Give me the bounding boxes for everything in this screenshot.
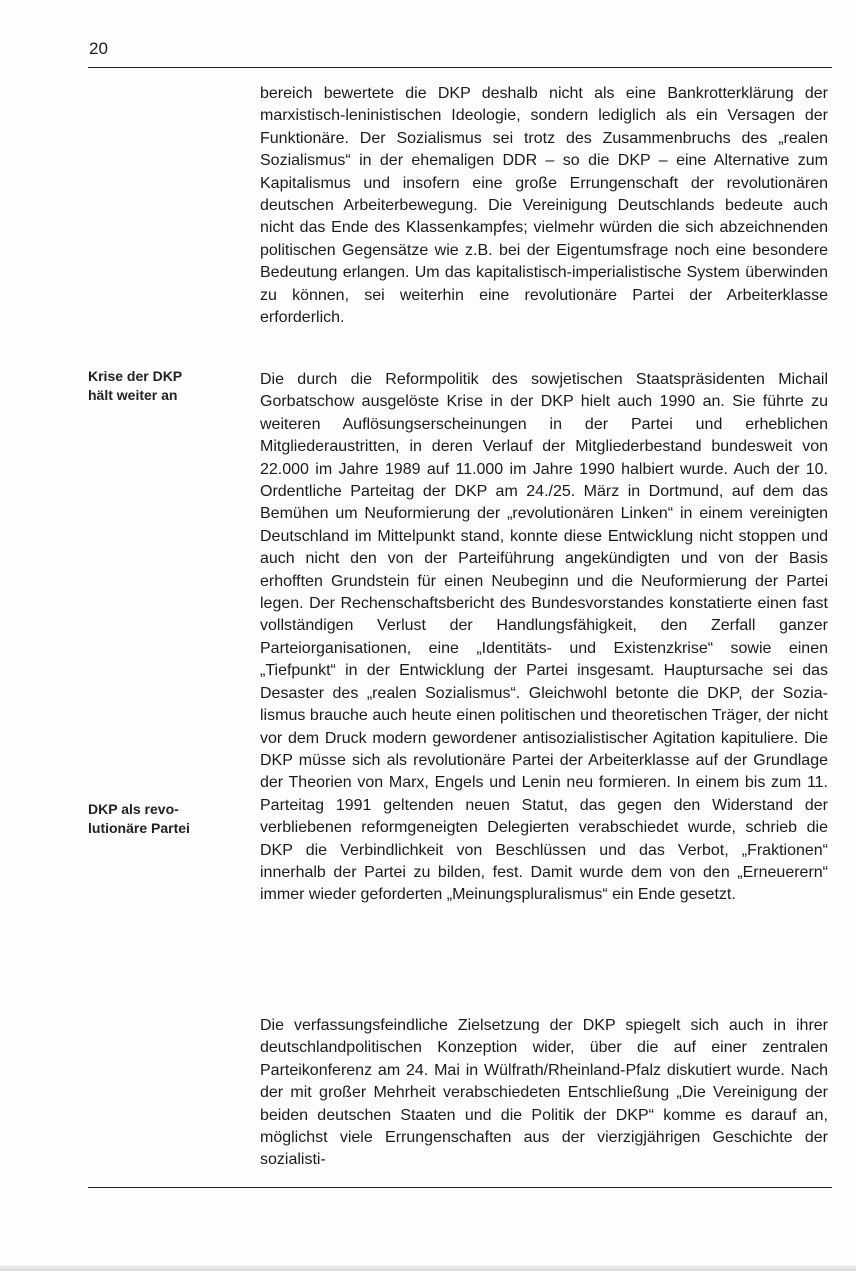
- body-text: [260, 1015, 828, 1172]
- sidenote-line: Krise der DKP: [88, 368, 183, 384]
- sidenote-revolutionaer: [88, 800, 238, 838]
- paragraph: Die durch die Reformpolitik des sowjetischen Staatspräsidenten Michail Gorbatschow ausgelöste Krise in der DKP hielt auch 1990 an. Sie führte zu weiteren Auflösungserscheinungen in der Partei und erheblichen Mitgliederaustritten, in deren Verlauf der Mitgliederbestand bundesweit von 22.000 im Jahre 1989 auf 11.000 im Jahre 1990 halbiert wurde. Auch der 10. Ordentliche Parteitag der DKP am 24./25. März in Dortmund, auf dem das Bemühen um Neuformierung der „revolutionären Linken“ in einem vereinigten Deutschland im Mittelpunkt stand, konnte diese Entwicklung nicht stoppen und auch nicht den von der Parteiführung angekündigten und von der Basis erhofften Grundstein für einen Neubeginn und die Neuformierung der Partei legen. Der Rechenschaftsbericht des Bundesvorstandes konstatierte einen fast vollständigen Verlust der Handlungsfähigkeit, den Zerfall ganzer Parteiorganisationen, eine „Identitäts- und Existenzkrise“ sowie einen „Tiefpunkt“ in der Entwicklung der Partei insgesamt. Hauptursache sei das Desaster des „realen Sozialismus“. Gleichwohl betonte die DKP, der Sozialismus brauche auch heute einen politischen und theoretischen Träger, der nicht vor dem Druck modern gewordener antisozialistischer Agitation kapituliere. Die DKP müsse sich als revolutionäre Partei der Arbeiterklasse auf der Grundlage der Theorien von Marx, Engels und Lenin neu formieren. In einem bis zum 11. Parteitag 1991 geltenden neuen Statut, das gegen den Widerstand der verbliebenen reformgeneigten Delegierten verabschiedet wurde, schrieb die DKP die Verbindlichkeit von Beschlüssen und das Verbot, „Fraktionen“ innerhalb der Partei zu bilden, fest. Damit wurde dem von den „Erneuerern“ immer wieder geforderten „Meinungspluralismus“ ein Ende gesetzt.: [260, 371, 828, 904]
- body-text: [260, 83, 828, 329]
- sidenote-line: lutionäre Partei: [88, 820, 190, 836]
- footer-rule: [88, 1187, 832, 1188]
- page-number: 20: [89, 39, 108, 58]
- paragraph: Die verfassungsfeindliche Zielsetzung der DKP spiegelt sich auch in ihrer deutschlandpolitischen Konzeption wider, über die auf einer zentralen Parteikonferenz am 24. Mai in Wülfrath/Rheinland-Pfalz diskutiert wurde. Nach der mit großer Mehrheit verabschiedeten Entschließung „Die Vereinigung der beiden deutschen Staaten und die Politik der DKP“ komme es darauf an, möglichst viele Errungenschaften aus der vierzigjährigen Geschichte der sozialisti-: [260, 1017, 828, 1169]
- paragraph: bereich bewertete die DKP deshalb nicht als eine Bankrotterklärung der marxistisch-leninistischen Ideologie, sondern lediglich als ein Versagen der Funktionäre. Der Sozialismus sei trotz des Zusammenbruchs des „realen Sozialismus“ in der ehemaligen DDR – so die DKP – eine Alternative zum Kapitalismus und insofern eine große Errungenschaft der revolutionären deutschen Arbeiterbewegung. Die Vereinigung Deutschlands bedeute auch nicht das Ende des Klassenkampfes; vielmehr würden die sich abzeichnenden politischen Gegensätze wie z.B. bei der Eigentumsfrage noch eine besondere Bedeutung erlangen. Um das kapitalistisch-imperialistische System überwinden zu können, sei weiterhin eine revolutionäre Partei der Arbeiterklasse erforderlich.: [260, 85, 828, 327]
- header-rule: [88, 67, 832, 68]
- body-text: [260, 369, 828, 907]
- sidenote-line: hält weiter an: [88, 387, 178, 403]
- sidenote-krise: [88, 367, 238, 405]
- scan-edge: [0, 1265, 856, 1271]
- sidenote-line: DKP als revo-: [88, 801, 179, 817]
